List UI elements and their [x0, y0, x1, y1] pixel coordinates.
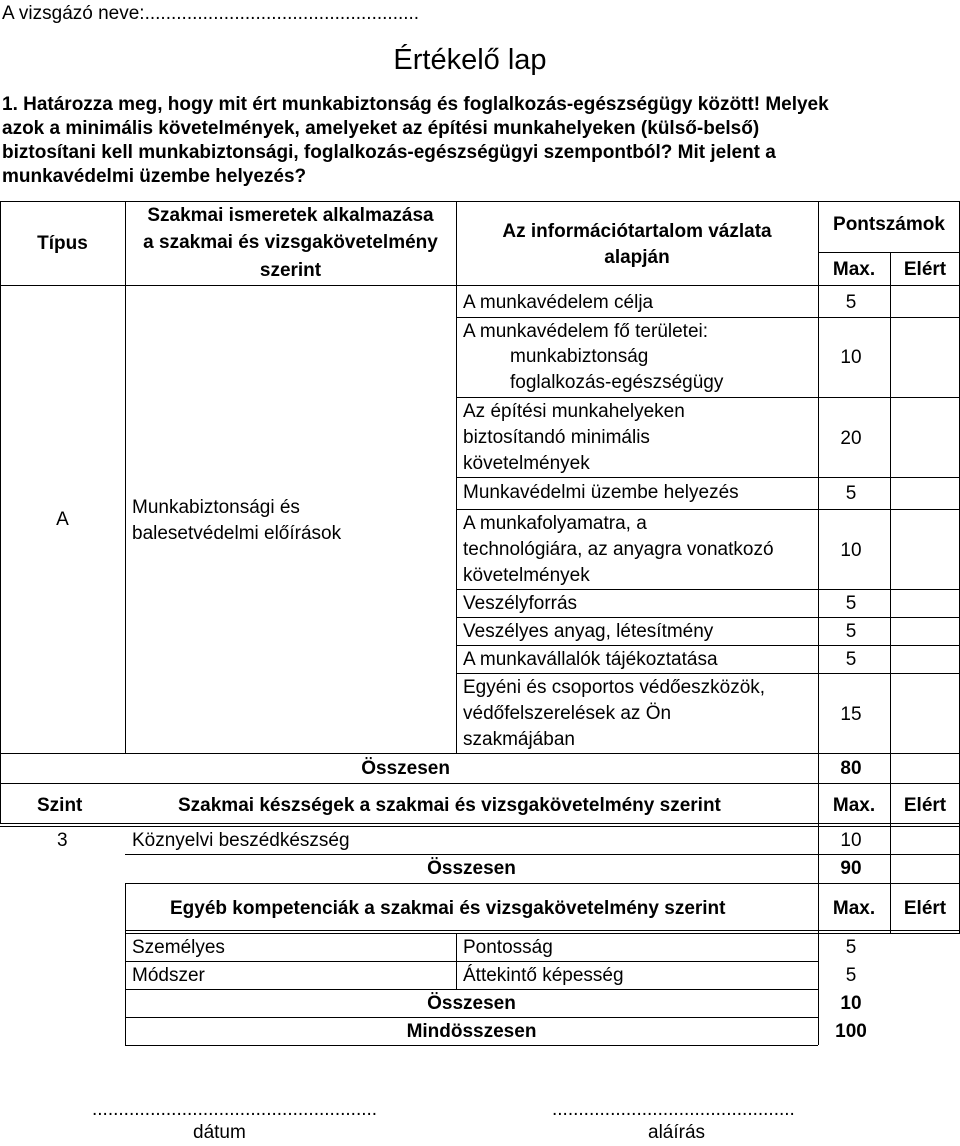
grand-total-max: 100 — [835, 1021, 867, 1042]
competency-label: Áttekintő képesség — [463, 965, 624, 986]
grand-total-label: Mindösszesen — [406, 1021, 537, 1042]
column-header-max: Max. — [832, 898, 876, 919]
column-header-info: alapján — [604, 247, 670, 268]
list-item: szakmájában — [463, 729, 575, 750]
page-title: Értékelő lap — [393, 44, 547, 76]
list-item: biztosítandó minimális — [463, 427, 650, 448]
list-item: A munkafolyamatra, a — [463, 513, 647, 534]
max-value: 10 — [840, 347, 862, 368]
column-header-info: Az információtartalom vázlata — [502, 221, 772, 242]
list-item: követelmények — [463, 565, 590, 586]
question-text: 1. Határozza meg, hogy mit ért munkabiztonság és foglalkozás-egészségügy között! Melyek azok a minimális követelmények, amelyeket az építési munkahelyeken (külső-belső) biztosítani kell munkabiztonsági, foglalkozás-egészségügyi szempontból? Mit jelent a munkavédelmi üzembe helyezés? — [2, 94, 829, 187]
max-value: 5 — [845, 649, 857, 670]
max-value: 5 — [845, 621, 857, 642]
signature-line: .............................................. — [552, 1099, 795, 1120]
column-header-max: Max. — [832, 259, 876, 280]
list-item: A munkavállalók tájékoztatása — [463, 649, 718, 670]
column-header-szakmai: a szakmai és vizsgakövetelmény — [143, 232, 438, 253]
column-header-pontszamok: Pontszámok — [833, 214, 945, 235]
list-item: Munkavédelmi üzembe helyezés — [463, 482, 739, 503]
total-max: 90 — [840, 858, 862, 879]
list-item: követelmények — [463, 453, 590, 474]
date-line: ...................................................... — [92, 1099, 378, 1120]
list-item: technológiára, az anyagra vonatkozó — [463, 539, 774, 560]
column-header-skills: Szakmai készségek a szakmai és vizsgakövetelmény szerint — [178, 795, 721, 816]
max-value: 15 — [840, 704, 862, 725]
list-item: munkabiztonság — [510, 346, 649, 367]
date-label: dátum — [193, 1122, 246, 1143]
competency-type: Személyes — [132, 937, 225, 958]
max-value: 10 — [840, 540, 862, 561]
skill-label: Köznyelvi beszédkészség — [132, 830, 350, 851]
signature-label: aláírás — [648, 1122, 706, 1143]
examinee-name-label: A vizsgázó neve:.................................................... — [2, 3, 420, 24]
total-label: Összesen — [427, 993, 516, 1014]
column-header-competencies: Egyéb kompetenciák a szakmai és vizsgakövetelmény szerint — [170, 898, 726, 919]
type-value: A — [56, 509, 69, 530]
column-header-szakmai: szerint — [259, 260, 322, 281]
total-max: 10 — [840, 993, 862, 1014]
column-header-szakmai: Szakmai ismeretek alkalmazása — [147, 205, 434, 226]
max-value: 20 — [840, 428, 862, 449]
max-value: 5 — [845, 593, 857, 614]
list-item: A munkavédelem célja — [463, 292, 654, 313]
competency-label: Pontosság — [463, 937, 553, 958]
list-item: Az építési munkahelyeken — [463, 401, 685, 422]
max-value: 10 — [840, 830, 862, 851]
column-header-elert: Elért — [903, 898, 947, 919]
max-value: 5 — [845, 937, 857, 958]
total-label: Összesen — [427, 858, 516, 879]
max-value: 5 — [845, 483, 857, 504]
column-header-max: Max. — [832, 795, 876, 816]
topic-label: balesetvédelmi előírások — [132, 523, 342, 544]
max-value: 5 — [845, 965, 857, 986]
column-header-elert: Elért — [903, 795, 947, 816]
topic-label: Munkabiztonsági és — [132, 497, 300, 518]
competency-type: Módszer — [132, 965, 205, 986]
list-item: A munkavédelem fő területei: — [463, 321, 709, 342]
column-header-elert: Elért — [903, 259, 947, 280]
column-header-szint: Szint — [37, 795, 83, 816]
total-max: 80 — [840, 758, 862, 779]
list-item: Veszélyforrás — [463, 593, 578, 614]
column-header-tipus: Típus — [37, 233, 88, 254]
total-label: Összesen — [361, 758, 450, 779]
max-value: 5 — [845, 292, 857, 313]
level-value: 3 — [57, 830, 68, 851]
list-item: foglalkozás-egészségügy — [510, 372, 724, 393]
list-item: Veszélyes anyag, létesítmény — [463, 621, 714, 642]
list-item: Egyéni és csoportos védőeszközök, — [463, 677, 766, 698]
list-item: védőfelszerelések az Ön — [463, 703, 672, 724]
